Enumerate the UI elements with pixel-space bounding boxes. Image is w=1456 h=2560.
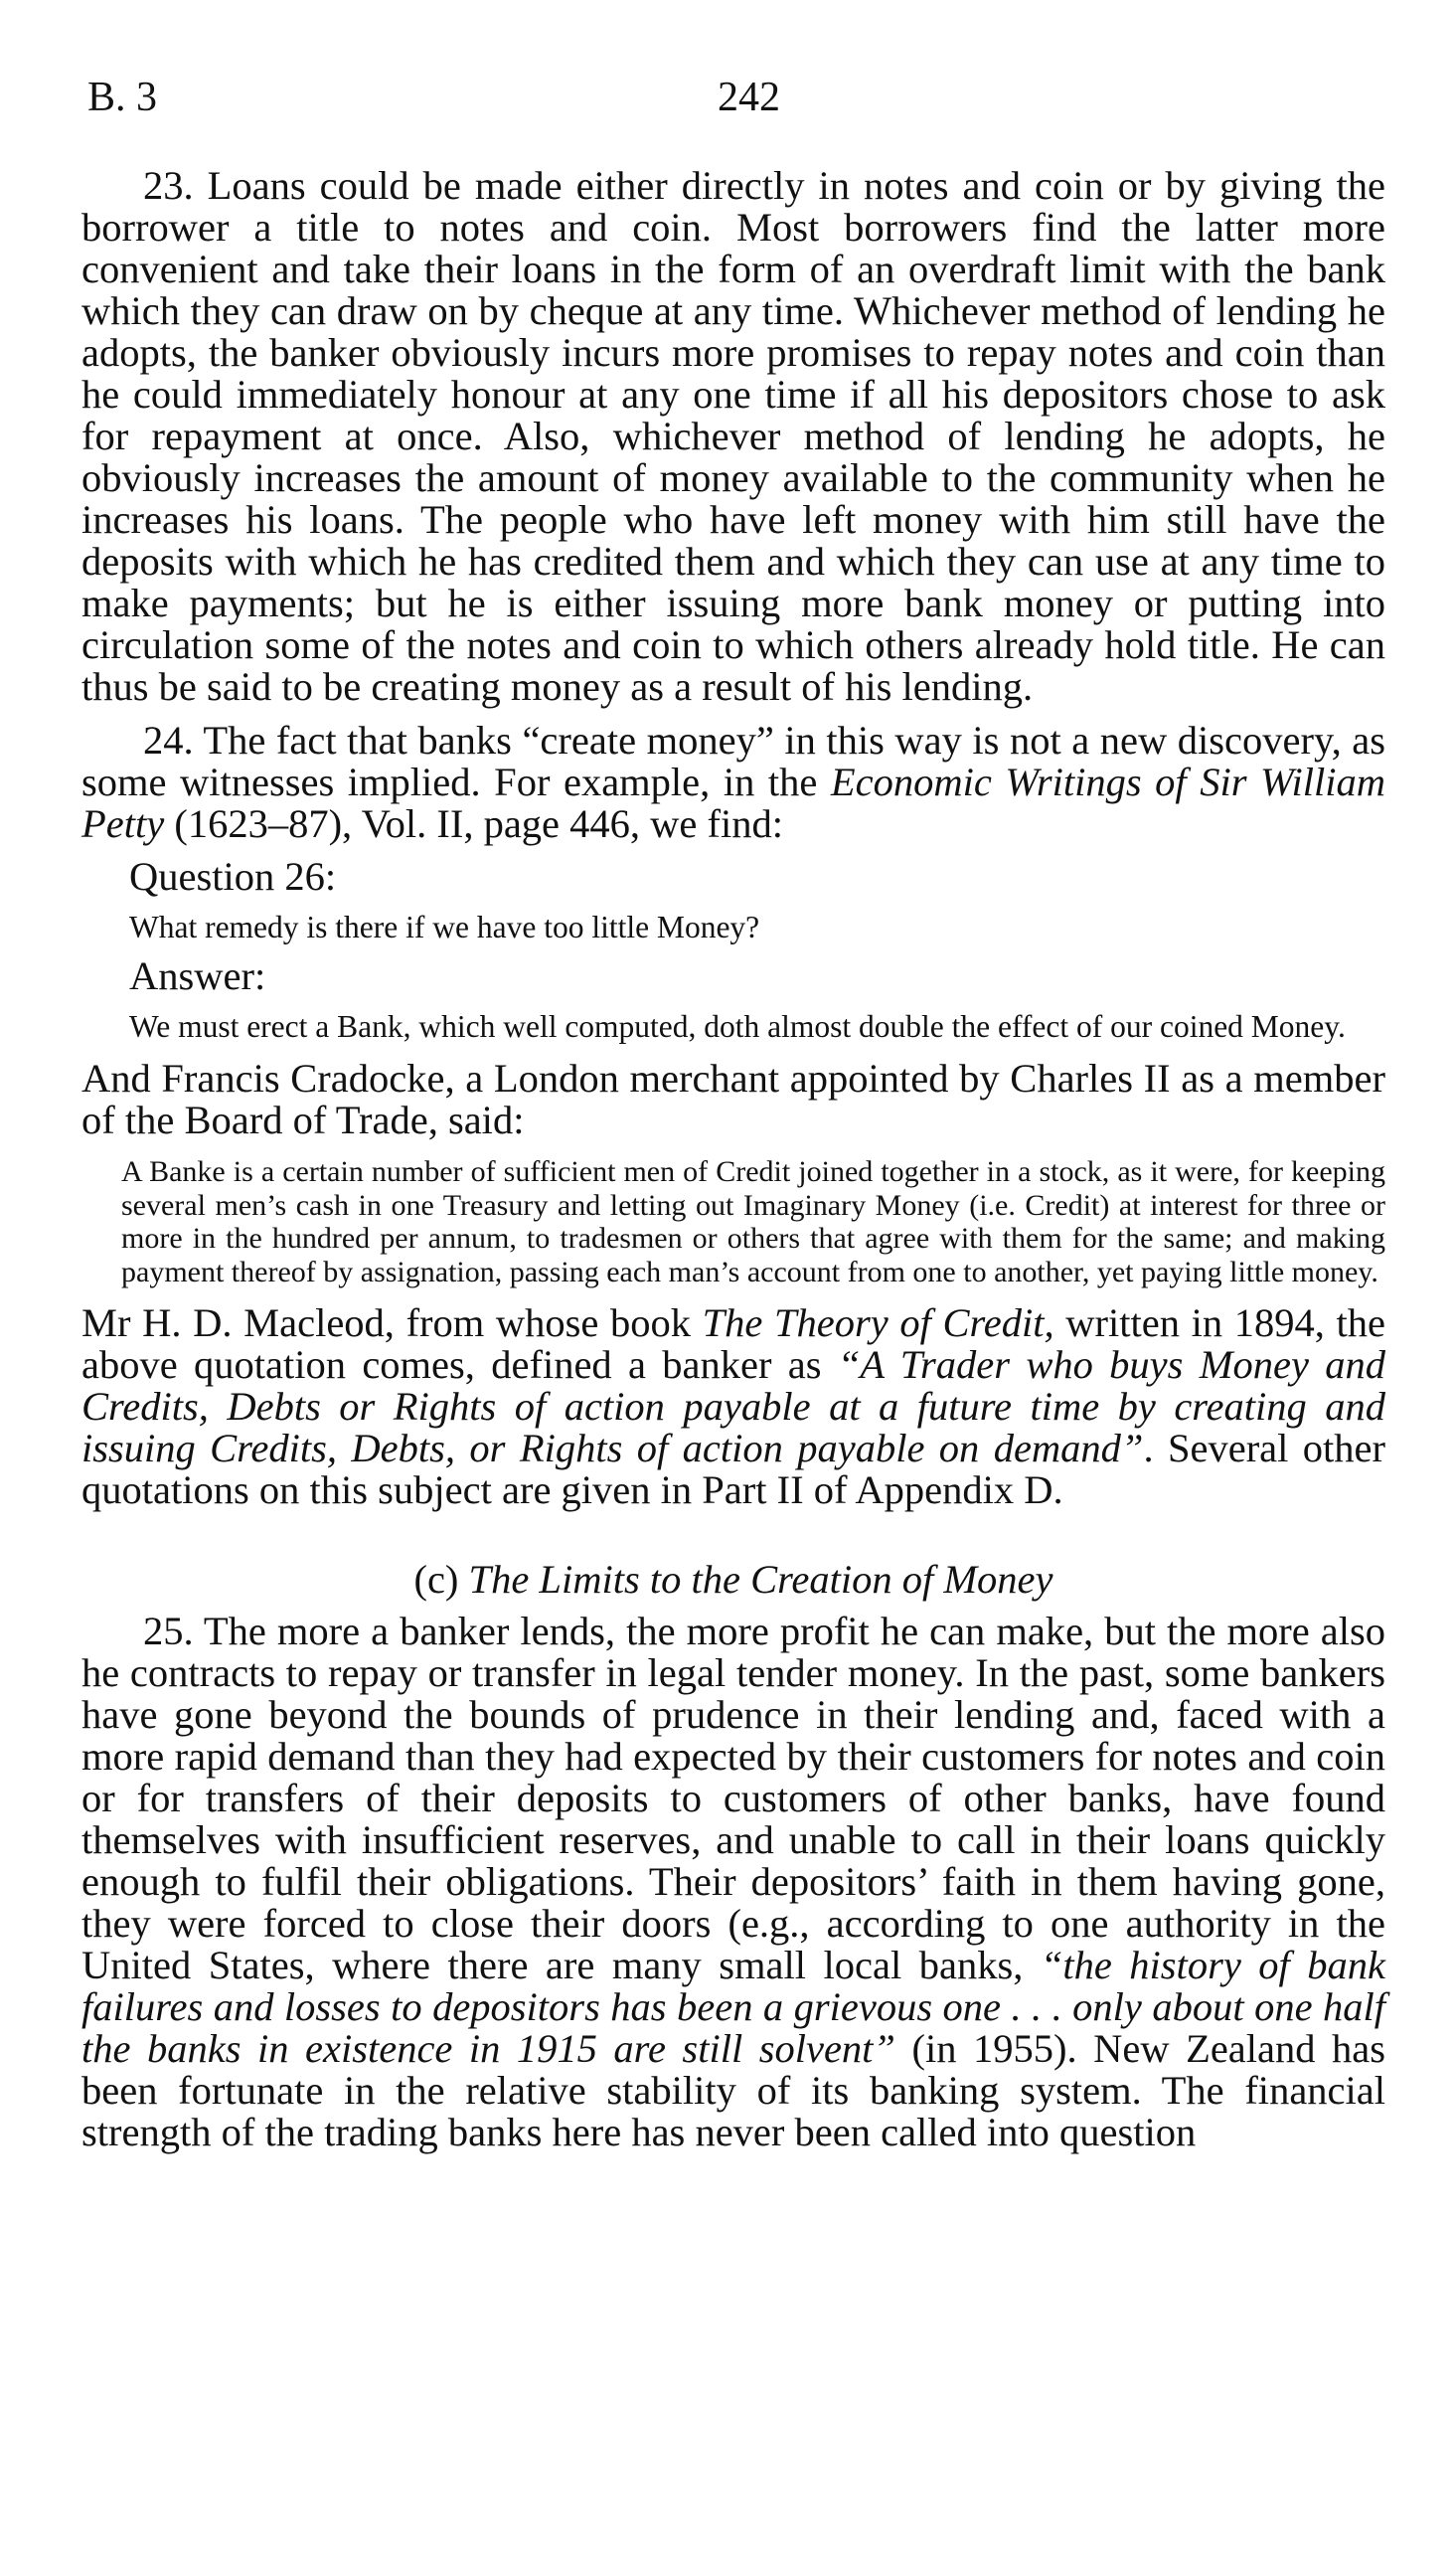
answer-text-content: We must erect a Bank, which well computed, doth almost double the effect of our coined Money. bbox=[129, 1009, 1346, 1044]
bank-failures-quote: “the history of bank failures and losses to depositors has been a grievous one . . . only about one half the banks in existence in 1915 are still solvent” bbox=[81, 1943, 1385, 2071]
page-header bbox=[81, 68, 1385, 127]
section-reference: B. 3 bbox=[87, 75, 158, 120]
paragraph-25 bbox=[81, 1611, 1385, 2153]
petty-book-title: Economic Writings of Sir William Petty bbox=[81, 760, 1386, 846]
section-label: (c) bbox=[413, 1557, 459, 1602]
document-page bbox=[81, 68, 1385, 2153]
answer-label: Answer: bbox=[129, 953, 266, 998]
paragraph-23: 23. Loans could be made either directly in notes and coin or by giving the borrower a title to notes and coin. Most borrowers find the latter more convenient and take their loans in the form of an overdraft limit with the bank which they can draw on by cheque at any time. Whichever method of lending he adopts, the banker obviously incurs more promises to repay notes and coin than he could immediately honour at any one time if all his depositors chose to ask for repayment at once. Also, whichever method of lending he adopts, he obviously increases the amount of money available to the community when he increases his loans. The people who have left money with him still have the deposits with which he has credited them and which they can use at any time to make payments; but he is either issuing more bank money or putting into circulation some of the notes and coin to which others already hold title. He can thus be said to be creating money as a result of his lending. bbox=[81, 163, 1385, 709]
paragraph-24-text-a: 24. The fact that banks “create money” in this way is not a new discovery, as some witnesses implied. For example, in the bbox=[81, 718, 1385, 804]
paragraph-24-text-b: (1623–87), Vol. II, page 446, we find: bbox=[164, 801, 783, 846]
macleod-text-a: Mr H. D. Macleod, from whose book bbox=[81, 1300, 703, 1345]
cradocke-quote: A Banke is a certain number of sufficient men of Credit joined together in a stock, as it were, for keeping several men’s cash in one Treasury and letting out Imaginary Money (i.e. Credit) at interest for three or more in the hundred per annum, to tradesmen or others that agree with them for the same; and making payment thereof by assignation, passing each man’s account from one to another, yet paying little money. bbox=[121, 1155, 1385, 1288]
question-label: Question 26: bbox=[129, 854, 337, 899]
macleod-text-c: . Several other quotations on this subject are given in Part II of Appendix D. bbox=[81, 1426, 1386, 1512]
page-number: 242 bbox=[718, 75, 780, 120]
section-heading bbox=[81, 1557, 1385, 1603]
macleod-paragraph bbox=[81, 1302, 1385, 1511]
paragraph-25-text-a: 25. The more a banker lends, the more profit he can make, but the more also he contracts to repay or transfer in legal tender money. In the past, some bankers have gone beyond the bounds of prudence in their lending and, faced with a more rapid demand than they had expected by their customers for notes and coin or for transfers of their deposits to customers of other banks, have found themselves with insufficient reserves, and unable to call in their loans quickly enough to fulfil their obligations. Their depositors’ faith in them having gone, they were forced to close their doors (e.g., according to one authority in the United States, where there are many small local banks, bbox=[81, 1609, 1385, 1987]
macleod-definition: “A Trader who buys Money and Credits, Debts or Rights of action payable at a future time by creating and issuing Credits, Debts, or Rights of action payable on demand” bbox=[81, 1342, 1385, 1470]
macleod-text-b: written in 1894, the above quotation comes, defined a banker as bbox=[81, 1300, 1385, 1387]
paragraph-24 bbox=[81, 720, 1385, 845]
section-title: The Limits to the Creation of Money bbox=[468, 1557, 1053, 1602]
cradocke-intro: And Francis Cradocke, a London merchant appointed by Charles II as a member of the Board of Trade, said: bbox=[81, 1056, 1385, 1142]
question-text: What remedy is there if we have too little Money? bbox=[129, 910, 760, 944]
answer-text bbox=[129, 1010, 1385, 1044]
macleod-book-title: The Theory of Credit, bbox=[702, 1300, 1054, 1345]
paragraph-25-text-b: (in 1955). New Zealand has been fortunate in the relative stability of its banking system. The financial strength of the trading banks here has never been called into question bbox=[81, 2026, 1386, 2154]
